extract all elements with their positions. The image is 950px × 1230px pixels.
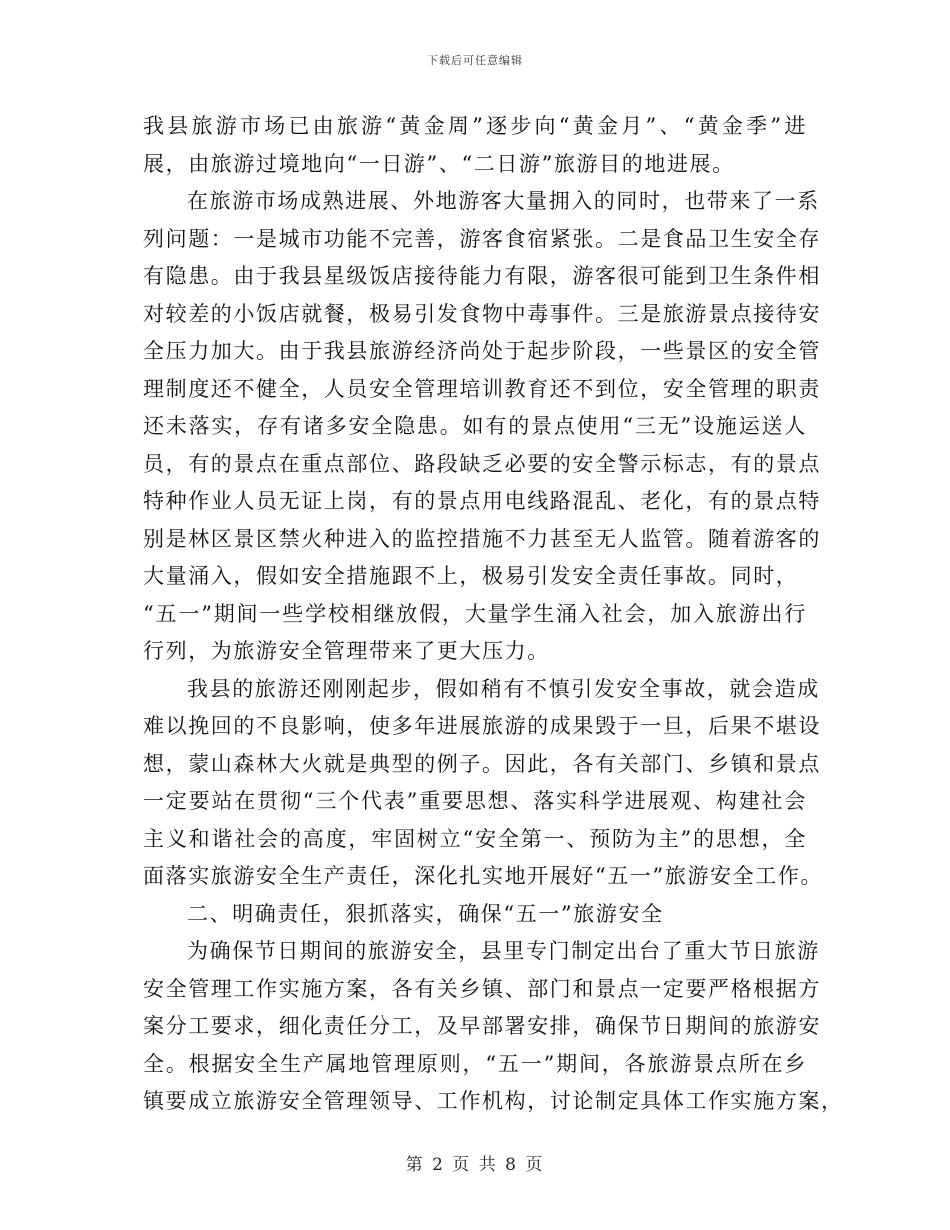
text-line: 别是林区景区禁火种进入的监控措施不力甚至无人监管。随着游客的 <box>143 526 821 551</box>
text-line: 我县旅游市场已由旅游“黄金周”逐步向“黄金月”、“黄金季”进 <box>143 114 807 138</box>
text-line: 大量涌入，假如安全措施跟不上，极易引发安全责任事故。同时， <box>143 564 799 588</box>
text-line: 列问题：一是城市功能不完善，游客食宿紧张。二是食品卫生安全存 <box>143 226 821 251</box>
text-line: 行列，为旅游安全管理带来了更大压力。 <box>143 639 550 663</box>
text-line: 有隐患。由于我县星级饭店接待能力有限，游客很可能到卫生条件相 <box>143 264 821 288</box>
paragraph-start-line: 我县的旅游还刚刚起步，假如稍有不慎引发安全事故，就会造成 <box>187 676 820 701</box>
text-line: 一定要站在贯彻“三个代表”重要思想、落实科学进展观、构建社会 <box>143 789 807 813</box>
text-line: 全。根据安全生产属地管理原则，“五一”期间，各旅游景点所在乡 <box>143 1051 807 1076</box>
text-line: 难以挽回的不良影响，使多年进展旅游的成果毁于一旦，后果不堪设 <box>143 714 821 738</box>
page-header-note: 下载后可任意编辑 <box>427 54 523 67</box>
text-line: 员，有的景点在重点部位、路段缺乏必要的安全警示标志，有的景点 <box>143 451 821 476</box>
text-line: 主义和谐社会的高度，牢固树立“安全第一、预防为主”的思想，全 <box>143 826 807 851</box>
text-line: 理制度还不健全，人员安全管理培训教育还不到位，安全管理的职责 <box>143 376 821 401</box>
page-number: 第 2 页 共 8 页 <box>405 1155 545 1175</box>
text-line: 案分工要求，细化责任分工，及早部署安排，确保节日期间的旅游安 <box>143 1014 821 1038</box>
paragraph-start-line: 在旅游市场成熟进展、外地游客大量拥入的同时，也带来了一系 <box>187 189 820 213</box>
text-line: 面落实旅游安全生产责任，深化扎实地开展好“五一”旅游安全工作。 <box>143 864 824 888</box>
text-line: 特种作业人员无证上岗，有的景点用电线路混乱、老化，有的景点特 <box>143 489 821 513</box>
section-heading: 二、明确责任，狠抓落实，确保“五一”旅游安全 <box>187 901 664 926</box>
text-line: 全压力加大。由于我县旅游经济尚处于起步阶段，一些景区的安全管 <box>143 339 821 363</box>
text-line: 还未落实，存有诸多安全隐患。如有的景点使用“三无”设施运送人 <box>143 414 807 438</box>
text-line: 展，由旅游过境地向“一日游”、“二日游”旅游目的地进展。 <box>143 151 735 176</box>
text-line: “五一”期间一些学校相继放假，大量学生涌入社会，加入旅游出行 <box>143 601 807 626</box>
document-body <box>143 108 844 1121</box>
paragraph-start-line: 为确保节日期间的旅游安全，县里专门制定出台了重大节日旅游 <box>187 939 820 963</box>
text-line: 对较差的小饭店就餐，极易引发食物中毒事件。三是旅游景点接待安 <box>143 301 821 326</box>
text-line: 想，蒙山森林大火就是典型的例子。因此，各有关部门、乡镇和景点 <box>143 751 821 776</box>
text-line: 镇要成立旅游安全管理领导、工作机构，讨论制定具体工作实施方案， <box>143 1089 844 1113</box>
text-line: 安全管理工作实施方案，各有关乡镇、部门和景点一定要严格根据方 <box>143 976 821 1001</box>
